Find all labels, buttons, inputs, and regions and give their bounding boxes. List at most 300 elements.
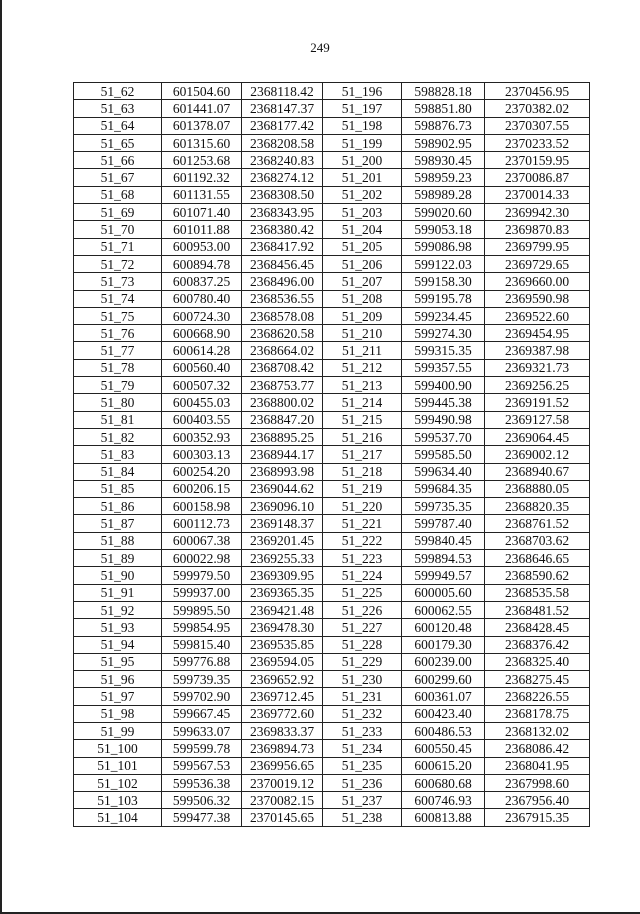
y-coordinate-right-cell: 2368041.95 xyxy=(485,757,590,774)
point-id-right-cell: 51_228 xyxy=(323,636,402,653)
table-row xyxy=(74,636,590,653)
x-coordinate-left-cell: 600206.15 xyxy=(162,480,242,497)
point-id-left-cell: 51_77 xyxy=(74,342,162,359)
point-id-left-cell: 51_69 xyxy=(74,204,162,221)
point-id-left-cell: 51_100 xyxy=(74,740,162,757)
y-coordinate-left-cell: 2369535.85 xyxy=(242,636,323,653)
x-coordinate-left-cell: 600668.90 xyxy=(162,325,242,342)
y-coordinate-left-cell: 2368417.92 xyxy=(242,238,323,255)
x-coordinate-right-cell: 600062.55 xyxy=(402,601,485,618)
x-coordinate-right-cell: 598828.18 xyxy=(402,83,485,100)
scan-edge-left xyxy=(0,0,2,914)
y-coordinate-left-cell: 2368380.42 xyxy=(242,221,323,238)
x-coordinate-right-cell: 600813.88 xyxy=(402,809,485,826)
y-coordinate-left-cell: 2369772.60 xyxy=(242,705,323,722)
y-coordinate-right-cell: 2368481.52 xyxy=(485,601,590,618)
table-row xyxy=(74,83,590,100)
point-id-left-cell: 51_92 xyxy=(74,601,162,618)
y-coordinate-right-cell: 2369127.58 xyxy=(485,411,590,428)
point-id-left-cell: 51_62 xyxy=(74,83,162,100)
point-id-left-cell: 51_96 xyxy=(74,671,162,688)
point-id-right-cell: 51_209 xyxy=(323,307,402,324)
table-row xyxy=(74,532,590,549)
table-row xyxy=(74,411,590,428)
y-coordinate-right-cell: 2369454.95 xyxy=(485,325,590,342)
y-coordinate-left-cell: 2368308.50 xyxy=(242,186,323,203)
x-coordinate-right-cell: 599400.90 xyxy=(402,377,485,394)
y-coordinate-left-cell: 2368208.58 xyxy=(242,134,323,151)
table-row xyxy=(74,169,590,186)
y-coordinate-left-cell: 2369956.65 xyxy=(242,757,323,774)
point-id-right-cell: 51_207 xyxy=(323,273,402,290)
x-coordinate-right-cell: 600120.48 xyxy=(402,619,485,636)
y-coordinate-left-cell: 2368118.42 xyxy=(242,83,323,100)
table-row xyxy=(74,515,590,532)
point-id-left-cell: 51_95 xyxy=(74,653,162,670)
x-coordinate-left-cell: 601378.07 xyxy=(162,117,242,134)
x-coordinate-left-cell: 599567.53 xyxy=(162,757,242,774)
x-coordinate-left-cell: 600303.13 xyxy=(162,446,242,463)
x-coordinate-left-cell: 600067.38 xyxy=(162,532,242,549)
x-coordinate-left-cell: 600112.73 xyxy=(162,515,242,532)
table-row xyxy=(74,307,590,324)
point-id-left-cell: 51_93 xyxy=(74,619,162,636)
point-id-left-cell: 51_86 xyxy=(74,498,162,515)
point-id-right-cell: 51_208 xyxy=(323,290,402,307)
point-id-left-cell: 51_67 xyxy=(74,169,162,186)
point-id-left-cell: 51_72 xyxy=(74,255,162,272)
y-coordinate-right-cell: 2368940.67 xyxy=(485,463,590,480)
y-coordinate-left-cell: 2369712.45 xyxy=(242,688,323,705)
y-coordinate-left-cell: 2369044.62 xyxy=(242,480,323,497)
table-row xyxy=(74,498,590,515)
point-id-right-cell: 51_232 xyxy=(323,705,402,722)
table-row xyxy=(74,792,590,809)
table-row xyxy=(74,221,590,238)
x-coordinate-right-cell: 599735.35 xyxy=(402,498,485,515)
point-id-left-cell: 51_102 xyxy=(74,774,162,791)
point-id-right-cell: 51_199 xyxy=(323,134,402,151)
x-coordinate-right-cell: 599122.03 xyxy=(402,255,485,272)
y-coordinate-right-cell: 2368132.02 xyxy=(485,722,590,739)
x-coordinate-left-cell: 599667.45 xyxy=(162,705,242,722)
y-coordinate-left-cell: 2368536.55 xyxy=(242,290,323,307)
point-id-left-cell: 51_94 xyxy=(74,636,162,653)
point-id-left-cell: 51_85 xyxy=(74,480,162,497)
x-coordinate-right-cell: 599894.53 xyxy=(402,550,485,567)
x-coordinate-right-cell: 598851.80 xyxy=(402,100,485,117)
x-coordinate-left-cell: 599854.95 xyxy=(162,619,242,636)
y-coordinate-right-cell: 2368275.45 xyxy=(485,671,590,688)
table-row xyxy=(74,722,590,739)
point-id-left-cell: 51_76 xyxy=(74,325,162,342)
table-row xyxy=(74,446,590,463)
y-coordinate-right-cell: 2368646.65 xyxy=(485,550,590,567)
x-coordinate-right-cell: 598930.45 xyxy=(402,152,485,169)
point-id-right-cell: 51_197 xyxy=(323,100,402,117)
table-row xyxy=(74,757,590,774)
x-coordinate-right-cell: 599585.50 xyxy=(402,446,485,463)
y-coordinate-left-cell: 2369201.45 xyxy=(242,532,323,549)
y-coordinate-left-cell: 2368240.83 xyxy=(242,152,323,169)
y-coordinate-left-cell: 2369148.37 xyxy=(242,515,323,532)
y-coordinate-right-cell: 2369002.12 xyxy=(485,446,590,463)
x-coordinate-left-cell: 601192.32 xyxy=(162,169,242,186)
point-id-right-cell: 51_206 xyxy=(323,255,402,272)
table-row xyxy=(74,152,590,169)
x-coordinate-left-cell: 600022.98 xyxy=(162,550,242,567)
point-id-right-cell: 51_230 xyxy=(323,671,402,688)
y-coordinate-left-cell: 2368753.77 xyxy=(242,377,323,394)
x-coordinate-right-cell: 599086.98 xyxy=(402,238,485,255)
x-coordinate-right-cell: 598876.73 xyxy=(402,117,485,134)
table-row xyxy=(74,740,590,757)
table-row xyxy=(74,290,590,307)
y-coordinate-left-cell: 2370082.15 xyxy=(242,792,323,809)
point-id-right-cell: 51_234 xyxy=(323,740,402,757)
table-row xyxy=(74,238,590,255)
y-coordinate-left-cell: 2368800.02 xyxy=(242,394,323,411)
table-row xyxy=(74,774,590,791)
table-row xyxy=(74,325,590,342)
x-coordinate-right-cell: 600361.07 xyxy=(402,688,485,705)
y-coordinate-right-cell: 2370159.95 xyxy=(485,152,590,169)
x-coordinate-left-cell: 601071.40 xyxy=(162,204,242,221)
table-row xyxy=(74,359,590,376)
point-id-right-cell: 51_236 xyxy=(323,774,402,791)
y-coordinate-right-cell: 2369660.00 xyxy=(485,273,590,290)
point-id-left-cell: 51_70 xyxy=(74,221,162,238)
point-id-left-cell: 51_91 xyxy=(74,584,162,601)
y-coordinate-right-cell: 2370014.33 xyxy=(485,186,590,203)
y-coordinate-right-cell: 2368178.75 xyxy=(485,705,590,722)
y-coordinate-left-cell: 2368456.45 xyxy=(242,255,323,272)
y-coordinate-right-cell: 2369729.65 xyxy=(485,255,590,272)
y-coordinate-right-cell: 2369321.73 xyxy=(485,359,590,376)
point-id-left-cell: 51_65 xyxy=(74,134,162,151)
y-coordinate-right-cell: 2368086.42 xyxy=(485,740,590,757)
point-id-left-cell: 51_73 xyxy=(74,273,162,290)
x-coordinate-left-cell: 601315.60 xyxy=(162,134,242,151)
y-coordinate-left-cell: 2369096.10 xyxy=(242,498,323,515)
y-coordinate-right-cell: 2367915.35 xyxy=(485,809,590,826)
y-coordinate-right-cell: 2369191.52 xyxy=(485,394,590,411)
x-coordinate-left-cell: 601253.68 xyxy=(162,152,242,169)
x-coordinate-left-cell: 600953.00 xyxy=(162,238,242,255)
point-id-right-cell: 51_218 xyxy=(323,463,402,480)
x-coordinate-left-cell: 600455.03 xyxy=(162,394,242,411)
point-id-right-cell: 51_217 xyxy=(323,446,402,463)
y-coordinate-right-cell: 2368376.42 xyxy=(485,636,590,653)
y-coordinate-left-cell: 2369421.48 xyxy=(242,601,323,618)
table-row xyxy=(74,809,590,826)
x-coordinate-left-cell: 600780.40 xyxy=(162,290,242,307)
y-coordinate-right-cell: 2370233.52 xyxy=(485,134,590,151)
y-coordinate-right-cell: 2368226.55 xyxy=(485,688,590,705)
point-id-right-cell: 51_229 xyxy=(323,653,402,670)
point-id-right-cell: 51_226 xyxy=(323,601,402,618)
x-coordinate-left-cell: 600254.20 xyxy=(162,463,242,480)
y-coordinate-right-cell: 2369942.30 xyxy=(485,204,590,221)
y-coordinate-left-cell: 2368944.17 xyxy=(242,446,323,463)
x-coordinate-right-cell: 600746.93 xyxy=(402,792,485,809)
point-id-left-cell: 51_87 xyxy=(74,515,162,532)
coordinates-table xyxy=(73,82,590,827)
point-id-left-cell: 51_98 xyxy=(74,705,162,722)
table-row xyxy=(74,100,590,117)
x-coordinate-left-cell: 599599.78 xyxy=(162,740,242,757)
point-id-left-cell: 51_64 xyxy=(74,117,162,134)
y-coordinate-right-cell: 2369522.60 xyxy=(485,307,590,324)
table-row xyxy=(74,584,590,601)
x-coordinate-left-cell: 599937.00 xyxy=(162,584,242,601)
x-coordinate-left-cell: 599536.38 xyxy=(162,774,242,791)
point-id-right-cell: 51_205 xyxy=(323,238,402,255)
point-id-left-cell: 51_90 xyxy=(74,567,162,584)
x-coordinate-right-cell: 599195.78 xyxy=(402,290,485,307)
x-coordinate-left-cell: 600837.25 xyxy=(162,273,242,290)
x-coordinate-left-cell: 599506.32 xyxy=(162,792,242,809)
x-coordinate-right-cell: 598902.95 xyxy=(402,134,485,151)
y-coordinate-left-cell: 2368147.37 xyxy=(242,100,323,117)
x-coordinate-left-cell: 601011.88 xyxy=(162,221,242,238)
x-coordinate-right-cell: 599315.35 xyxy=(402,342,485,359)
point-id-right-cell: 51_219 xyxy=(323,480,402,497)
x-coordinate-right-cell: 599274.30 xyxy=(402,325,485,342)
x-coordinate-right-cell: 600423.40 xyxy=(402,705,485,722)
x-coordinate-left-cell: 599815.40 xyxy=(162,636,242,653)
x-coordinate-left-cell: 599477.38 xyxy=(162,809,242,826)
point-id-right-cell: 51_211 xyxy=(323,342,402,359)
point-id-left-cell: 51_66 xyxy=(74,152,162,169)
x-coordinate-right-cell: 599158.30 xyxy=(402,273,485,290)
table-row xyxy=(74,204,590,221)
x-coordinate-left-cell: 600158.98 xyxy=(162,498,242,515)
point-id-left-cell: 51_75 xyxy=(74,307,162,324)
y-coordinate-right-cell: 2369256.25 xyxy=(485,377,590,394)
y-coordinate-right-cell: 2367998.60 xyxy=(485,774,590,791)
y-coordinate-left-cell: 2369365.35 xyxy=(242,584,323,601)
x-coordinate-right-cell: 600005.60 xyxy=(402,584,485,601)
table-row xyxy=(74,394,590,411)
y-coordinate-left-cell: 2370019.12 xyxy=(242,774,323,791)
point-id-left-cell: 51_79 xyxy=(74,377,162,394)
table-row xyxy=(74,671,590,688)
point-id-left-cell: 51_103 xyxy=(74,792,162,809)
x-coordinate-right-cell: 600299.60 xyxy=(402,671,485,688)
table-row xyxy=(74,463,590,480)
x-coordinate-right-cell: 599787.40 xyxy=(402,515,485,532)
x-coordinate-right-cell: 599445.38 xyxy=(402,394,485,411)
x-coordinate-right-cell: 598959.23 xyxy=(402,169,485,186)
table-row xyxy=(74,377,590,394)
point-id-right-cell: 51_212 xyxy=(323,359,402,376)
x-coordinate-right-cell: 599053.18 xyxy=(402,221,485,238)
point-id-left-cell: 51_104 xyxy=(74,809,162,826)
y-coordinate-left-cell: 2368274.12 xyxy=(242,169,323,186)
y-coordinate-left-cell: 2369255.33 xyxy=(242,550,323,567)
point-id-right-cell: 51_216 xyxy=(323,428,402,445)
point-id-left-cell: 51_97 xyxy=(74,688,162,705)
point-id-left-cell: 51_78 xyxy=(74,359,162,376)
point-id-right-cell: 51_213 xyxy=(323,377,402,394)
point-id-right-cell: 51_200 xyxy=(323,152,402,169)
x-coordinate-left-cell: 600724.30 xyxy=(162,307,242,324)
y-coordinate-right-cell: 2369387.98 xyxy=(485,342,590,359)
x-coordinate-left-cell: 600894.78 xyxy=(162,255,242,272)
point-id-right-cell: 51_221 xyxy=(323,515,402,532)
y-coordinate-left-cell: 2368895.25 xyxy=(242,428,323,445)
table-row xyxy=(74,134,590,151)
y-coordinate-left-cell: 2368664.02 xyxy=(242,342,323,359)
y-coordinate-right-cell: 2370086.87 xyxy=(485,169,590,186)
point-id-left-cell: 51_83 xyxy=(74,446,162,463)
y-coordinate-left-cell: 2369478.30 xyxy=(242,619,323,636)
y-coordinate-left-cell: 2368847.20 xyxy=(242,411,323,428)
table-row xyxy=(74,705,590,722)
x-coordinate-right-cell: 600179.30 xyxy=(402,636,485,653)
table-row xyxy=(74,567,590,584)
point-id-left-cell: 51_71 xyxy=(74,238,162,255)
y-coordinate-right-cell: 2368761.52 xyxy=(485,515,590,532)
y-coordinate-left-cell: 2369309.95 xyxy=(242,567,323,584)
x-coordinate-left-cell: 601441.07 xyxy=(162,100,242,117)
x-coordinate-right-cell: 599234.45 xyxy=(402,307,485,324)
y-coordinate-right-cell: 2369870.83 xyxy=(485,221,590,238)
x-coordinate-left-cell: 601504.60 xyxy=(162,83,242,100)
y-coordinate-left-cell: 2368177.42 xyxy=(242,117,323,134)
point-id-right-cell: 51_198 xyxy=(323,117,402,134)
point-id-right-cell: 51_204 xyxy=(323,221,402,238)
y-coordinate-left-cell: 2368620.58 xyxy=(242,325,323,342)
table-row xyxy=(74,186,590,203)
x-coordinate-left-cell: 599776.88 xyxy=(162,653,242,670)
x-coordinate-left-cell: 600403.55 xyxy=(162,411,242,428)
y-coordinate-right-cell: 2368880.05 xyxy=(485,480,590,497)
point-id-right-cell: 51_222 xyxy=(323,532,402,549)
point-id-right-cell: 51_215 xyxy=(323,411,402,428)
y-coordinate-left-cell: 2369594.05 xyxy=(242,653,323,670)
x-coordinate-left-cell: 601131.55 xyxy=(162,186,242,203)
table-row xyxy=(74,480,590,497)
y-coordinate-left-cell: 2368496.00 xyxy=(242,273,323,290)
table-row xyxy=(74,601,590,618)
y-coordinate-right-cell: 2368703.62 xyxy=(485,532,590,549)
x-coordinate-left-cell: 599702.90 xyxy=(162,688,242,705)
point-id-right-cell: 51_238 xyxy=(323,809,402,826)
point-id-left-cell: 51_99 xyxy=(74,722,162,739)
x-coordinate-right-cell: 599357.55 xyxy=(402,359,485,376)
y-coordinate-right-cell: 2370456.95 xyxy=(485,83,590,100)
y-coordinate-left-cell: 2368708.42 xyxy=(242,359,323,376)
point-id-right-cell: 51_220 xyxy=(323,498,402,515)
point-id-left-cell: 51_82 xyxy=(74,428,162,445)
y-coordinate-right-cell: 2369064.45 xyxy=(485,428,590,445)
point-id-right-cell: 51_196 xyxy=(323,83,402,100)
table-row xyxy=(74,117,590,134)
x-coordinate-left-cell: 600352.93 xyxy=(162,428,242,445)
y-coordinate-right-cell: 2368428.45 xyxy=(485,619,590,636)
table-row xyxy=(74,688,590,705)
table-row xyxy=(74,653,590,670)
x-coordinate-left-cell: 599633.07 xyxy=(162,722,242,739)
y-coordinate-left-cell: 2369894.73 xyxy=(242,740,323,757)
y-coordinate-left-cell: 2370145.65 xyxy=(242,809,323,826)
point-id-left-cell: 51_89 xyxy=(74,550,162,567)
x-coordinate-left-cell: 599895.50 xyxy=(162,601,242,618)
y-coordinate-right-cell: 2370382.02 xyxy=(485,100,590,117)
table-row xyxy=(74,428,590,445)
x-coordinate-right-cell: 600615.20 xyxy=(402,757,485,774)
table-row xyxy=(74,619,590,636)
point-id-right-cell: 51_233 xyxy=(323,722,402,739)
y-coordinate-left-cell: 2368578.08 xyxy=(242,307,323,324)
point-id-left-cell: 51_88 xyxy=(74,532,162,549)
point-id-right-cell: 51_202 xyxy=(323,186,402,203)
x-coordinate-left-cell: 599739.35 xyxy=(162,671,242,688)
y-coordinate-right-cell: 2370307.55 xyxy=(485,117,590,134)
y-coordinate-left-cell: 2368993.98 xyxy=(242,463,323,480)
point-id-right-cell: 51_227 xyxy=(323,619,402,636)
point-id-right-cell: 51_224 xyxy=(323,567,402,584)
y-coordinate-left-cell: 2368343.95 xyxy=(242,204,323,221)
point-id-right-cell: 51_201 xyxy=(323,169,402,186)
y-coordinate-right-cell: 2368535.58 xyxy=(485,584,590,601)
point-id-right-cell: 51_203 xyxy=(323,204,402,221)
x-coordinate-right-cell: 600550.45 xyxy=(402,740,485,757)
x-coordinate-left-cell: 600614.28 xyxy=(162,342,242,359)
y-coordinate-right-cell: 2367956.40 xyxy=(485,792,590,809)
point-id-left-cell: 51_101 xyxy=(74,757,162,774)
x-coordinate-right-cell: 599634.40 xyxy=(402,463,485,480)
table-row xyxy=(74,255,590,272)
point-id-right-cell: 51_214 xyxy=(323,394,402,411)
point-id-right-cell: 51_231 xyxy=(323,688,402,705)
x-coordinate-right-cell: 599537.70 xyxy=(402,428,485,445)
point-id-right-cell: 51_223 xyxy=(323,550,402,567)
point-id-right-cell: 51_210 xyxy=(323,325,402,342)
page-number: 249 xyxy=(310,40,330,55)
point-id-left-cell: 51_63 xyxy=(74,100,162,117)
x-coordinate-left-cell: 599979.50 xyxy=(162,567,242,584)
y-coordinate-left-cell: 2369652.92 xyxy=(242,671,323,688)
x-coordinate-right-cell: 598989.28 xyxy=(402,186,485,203)
y-coordinate-right-cell: 2369799.95 xyxy=(485,238,590,255)
y-coordinate-left-cell: 2369833.37 xyxy=(242,722,323,739)
point-id-left-cell: 51_80 xyxy=(74,394,162,411)
x-coordinate-left-cell: 600560.40 xyxy=(162,359,242,376)
y-coordinate-right-cell: 2369590.98 xyxy=(485,290,590,307)
point-id-right-cell: 51_237 xyxy=(323,792,402,809)
x-coordinate-right-cell: 599840.45 xyxy=(402,532,485,549)
point-id-left-cell: 51_81 xyxy=(74,411,162,428)
point-id-left-cell: 51_74 xyxy=(74,290,162,307)
x-coordinate-right-cell: 600239.00 xyxy=(402,653,485,670)
x-coordinate-right-cell: 599020.60 xyxy=(402,204,485,221)
point-id-left-cell: 51_84 xyxy=(74,463,162,480)
y-coordinate-right-cell: 2368325.40 xyxy=(485,653,590,670)
point-id-right-cell: 51_225 xyxy=(323,584,402,601)
x-coordinate-right-cell: 599684.35 xyxy=(402,480,485,497)
table-row xyxy=(74,273,590,290)
x-coordinate-right-cell: 599949.57 xyxy=(402,567,485,584)
table-row xyxy=(74,342,590,359)
table-row xyxy=(74,550,590,567)
x-coordinate-right-cell: 600680.68 xyxy=(402,774,485,791)
coordinates-table-body xyxy=(74,83,590,827)
x-coordinate-right-cell: 600486.53 xyxy=(402,722,485,739)
x-coordinate-right-cell: 599490.98 xyxy=(402,411,485,428)
